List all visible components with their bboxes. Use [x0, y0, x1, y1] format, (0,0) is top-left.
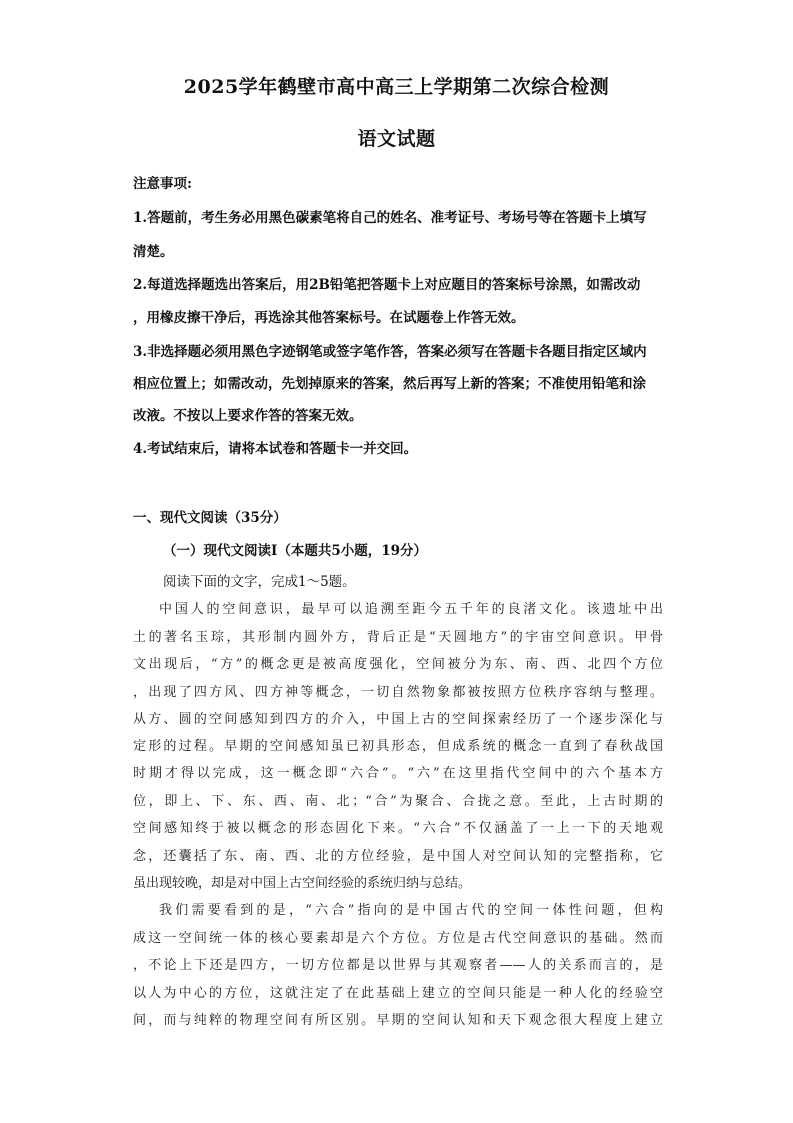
notice-line: 4.考试结束后，请将本试卷和答题卡一并交回。: [133, 441, 418, 457]
passage-line: ，不论上下还是四方，一切方位都是以世界与其观察者——人的关系而言的，是: [133, 958, 663, 973]
passage-line: 我们需要看到的是，“六合”指向的是中国古代的空间一体性问题，但构: [159, 903, 663, 918]
exam-subject-title: 语文试题: [357, 128, 436, 150]
section-heading: 一、现代文阅读（35分）: [133, 510, 287, 526]
passage-line: 间，而与纯粹的物理空间有所区别。早期的空间认知和天下观念很大程度上建立: [133, 1013, 663, 1028]
passage-line: 中国人的空间意识，最早可以追溯至距今五千年的良渚文化。该遗址中出: [159, 602, 663, 617]
notice-line: 3.非选择题必须用黑色字迹钢笔或签字笔作答，答案必须写在答题卡各题目指定区域内: [133, 344, 647, 360]
notice-line: 改液。不按以上要求作答的答案无效。: [133, 408, 363, 424]
passage-line: 从方、圆的空间感知到四方的介入，中国上古的空间探索经历了一个逐步深化与: [133, 712, 663, 727]
passage-line: 空间感知终于被以概念的形态固化下来。“六合”不仅涵盖了一上一下的天地观: [133, 821, 663, 836]
notice-line: 2.每道选择题选出答案后，用2B铅笔把答题卡上对应题目的答案标号涂黑，如需改动: [133, 277, 641, 293]
passage-line: 土的著名玉琮，其形制内圆外方，背后正是“天圆地方”的宇宙空间意识。甲骨: [133, 630, 663, 645]
passage-line: ，出现了四方风、四方神等概念，一切自然物象都被按照方位秩序容纳与整理。: [133, 685, 663, 700]
section-subheading: （一）现代文阅读Ⅰ（本题共5小题，19分）: [163, 543, 427, 559]
notice-heading: 注意事项:: [133, 176, 192, 192]
notice-line: ，用橡皮擦干净后，再选涂其他答案标号。在试题卷上作答无效。: [133, 310, 525, 326]
passage-line: 念，还囊括了东、南、西、北的方位经验，是中国人对空间认知的完整指称，它: [133, 849, 663, 864]
notice-line: 1.答题前，考生务必用黑色碳素笔将自己的姓名、准考证号、考场号等在答题卡上填写: [133, 210, 647, 226]
notice-line: 清楚。: [133, 244, 174, 260]
passage-line: 虽出现较晚，却是对中国上古空间经验的系统归纳与总结。: [133, 876, 472, 891]
passage-line: 时期才得以完成，这一概念即“六合”。“六”在这里指代空间中的六个基本方: [133, 766, 663, 781]
section-instruction: 阅读下面的文字，完成1～5题。: [163, 574, 356, 590]
passage-line: 位，即上、下、东、西、南、北；“合”为聚合、合拢之意。至此，上古时期的: [133, 794, 663, 809]
passage-line: 以人为中心的方位，这就注定了在此基础上建立的空间只能是一种人化的经验空: [133, 986, 663, 1001]
passage-line: 成这一空间统一体的核心要素却是六个方位。方位是古代空间意识的基础。然而: [133, 931, 663, 946]
passage-line: 文出现后，“方”的概念更是被高度强化，空间被分为东、南、西、北四个方位: [133, 657, 663, 672]
notice-line: 相应位置上；如需改动，先划掉原来的答案，然后再写上新的答案；不准使用铅笔和涂: [133, 376, 646, 392]
exam-title: 2025学年鹤壁市高中高三上学期第二次综合检测: [183, 76, 610, 98]
passage-line: 定形的过程。早期的空间感知虽已初具形态，但成系统的概念一直到了春秋战国: [133, 739, 663, 754]
